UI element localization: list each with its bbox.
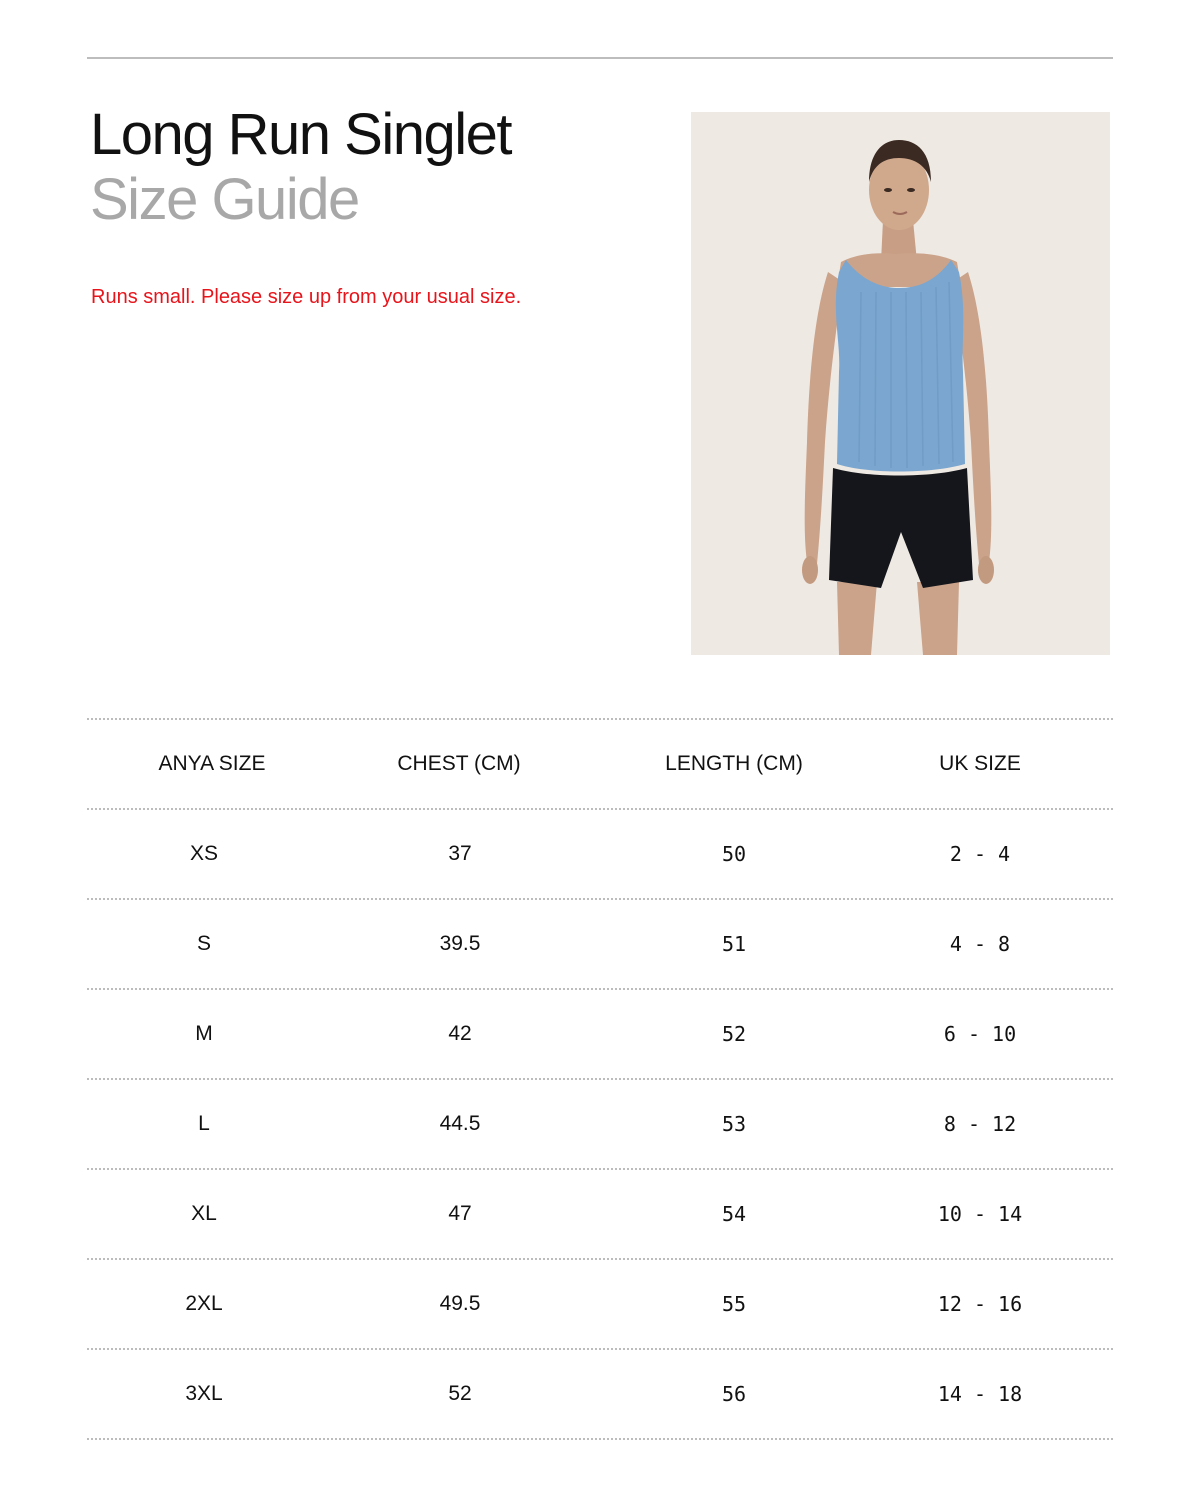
chest-cell: 52 [448, 1382, 472, 1405]
model-illustration [691, 112, 1110, 655]
size-cell: XL [191, 1202, 217, 1225]
fit-note: Runs small. Please size up from your usual size. [91, 286, 522, 308]
column-header-uk-size: UK SIZE [939, 752, 1021, 775]
column-header-length: LENGTH (CM) [665, 752, 803, 775]
table-row [87, 1080, 1113, 1168]
length-cell: 56 [721, 1382, 747, 1406]
uk-size-cell: 4 - 8 [949, 932, 1011, 956]
column-header-chest: CHEST (CM) [397, 752, 521, 775]
size-cell: 2XL [185, 1292, 223, 1315]
uk-size-cell: 6 - 10 [943, 1022, 1017, 1046]
length-cell: 51 [721, 932, 747, 956]
size-cell: L [198, 1112, 210, 1135]
uk-size-cell: 8 - 12 [943, 1112, 1017, 1136]
table-header-row [87, 720, 1113, 808]
chest-cell: 49.5 [439, 1292, 481, 1315]
uk-size-cell: 12 - 16 [937, 1292, 1023, 1316]
table-row [87, 1170, 1113, 1258]
table-divider [87, 1438, 1113, 1440]
table-row [87, 810, 1113, 898]
size-cell: S [196, 932, 211, 955]
table-row [87, 900, 1113, 988]
column-header-anya-size: ANYA SIZE [158, 752, 266, 775]
length-cell: 55 [721, 1292, 747, 1316]
table-row [87, 1350, 1113, 1438]
uk-size-cell: 2 - 4 [949, 842, 1011, 866]
chest-cell: 39.5 [439, 932, 481, 955]
uk-size-cell: 14 - 18 [937, 1382, 1023, 1406]
size-table [87, 718, 1113, 1440]
length-cell: 50 [721, 842, 747, 866]
size-cell: M [195, 1022, 213, 1045]
size-cell: 3XL [185, 1382, 223, 1405]
uk-size-cell: 10 - 14 [937, 1202, 1023, 1226]
chest-cell: 42 [448, 1022, 472, 1045]
chest-cell: 47 [448, 1202, 472, 1225]
top-divider [87, 57, 1113, 59]
page-title: Long Run Singlet [90, 102, 511, 167]
size-cell: XS [189, 842, 218, 865]
chest-cell: 37 [448, 842, 472, 865]
page-subtitle: Size Guide [90, 167, 359, 232]
length-cell: 52 [721, 1022, 747, 1046]
model-photo [691, 112, 1110, 655]
table-row [87, 990, 1113, 1078]
length-cell: 54 [721, 1202, 747, 1226]
length-cell: 53 [721, 1112, 747, 1136]
table-row [87, 1260, 1113, 1348]
chest-cell: 44.5 [439, 1112, 481, 1135]
